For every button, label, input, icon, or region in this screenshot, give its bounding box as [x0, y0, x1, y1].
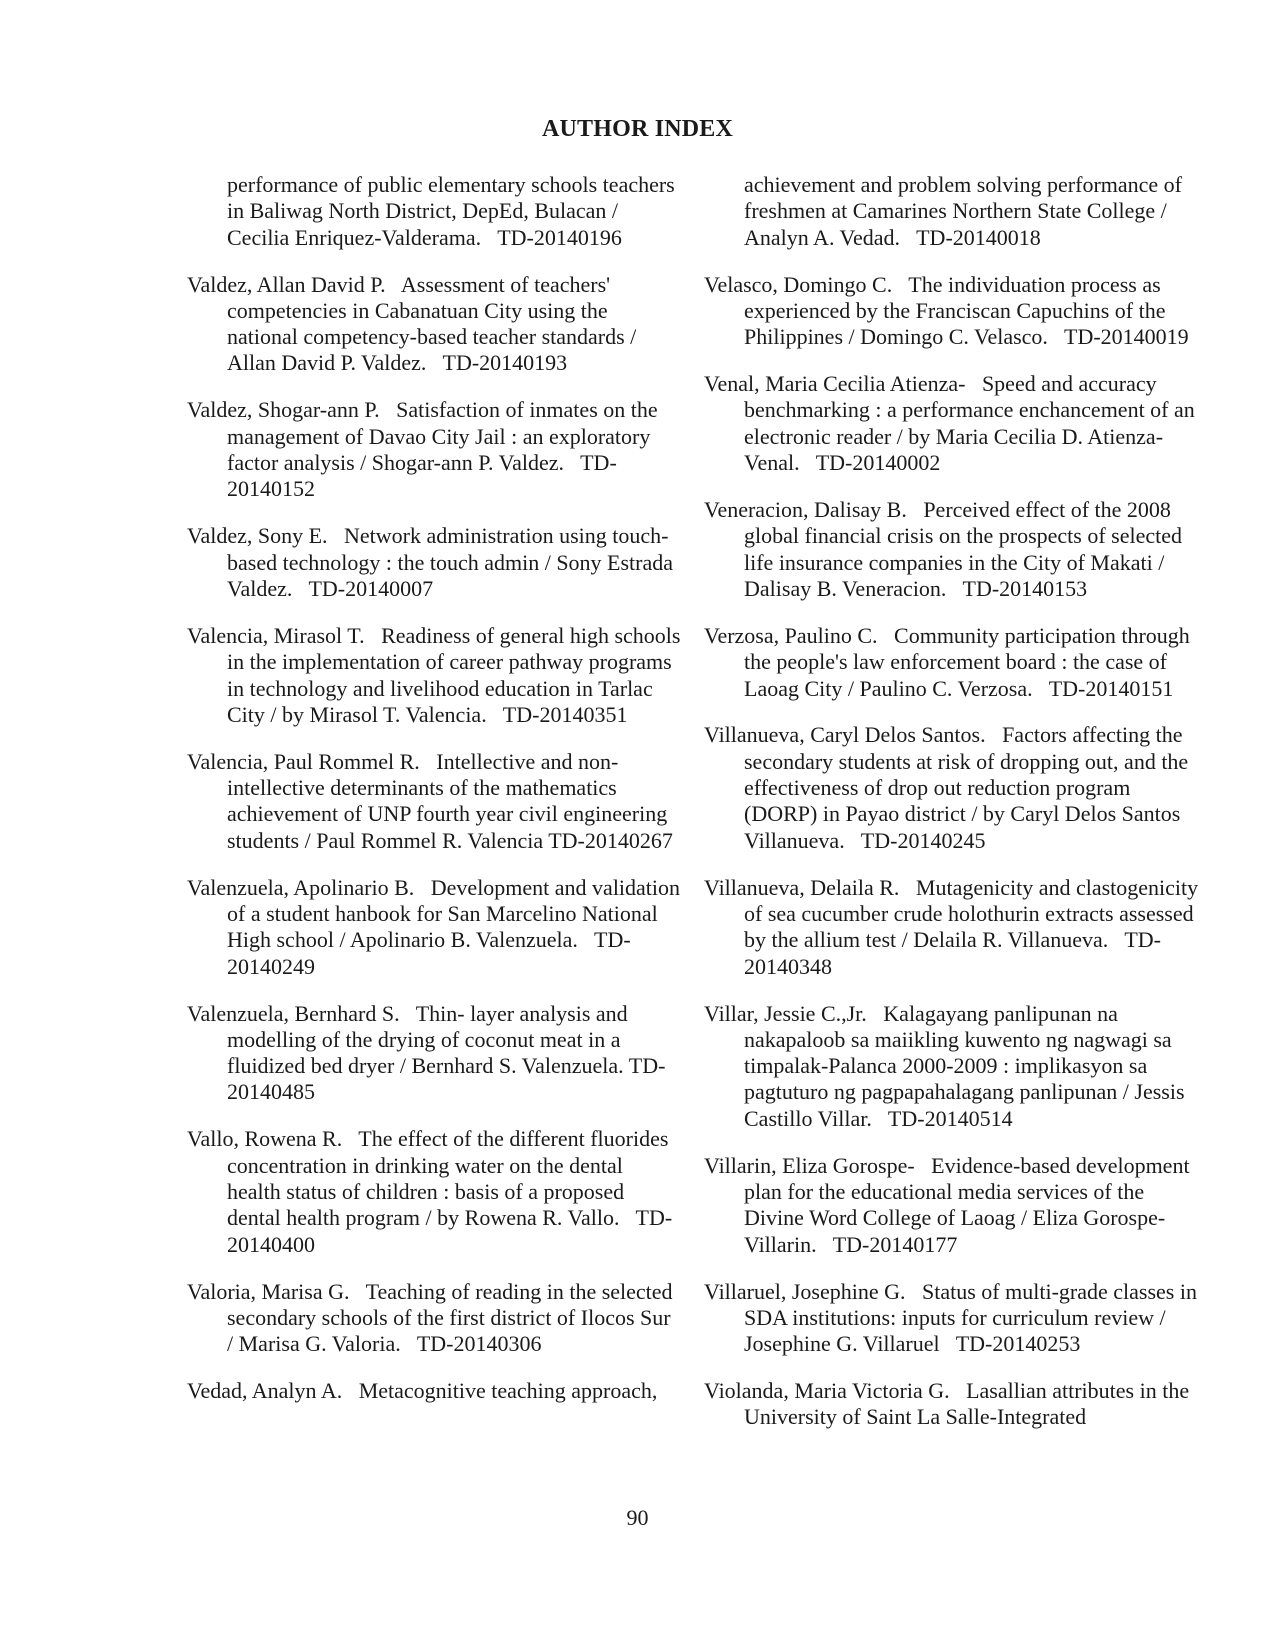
index-entry: Villanueva, Caryl Delos Santos. Factors affecting the secondary students at risk of dropping out, and the effectiveness of drop out reduction program (DORP) in Payao district / by Caryl Delos Santos Villanueva. TD-20140245: [704, 722, 1194, 853]
index-entry: Violanda, Maria Victoria G. Lasallian attributes in the University of Saint La Salle-Integrated: [704, 1378, 1195, 1430]
right-column: [704, 172, 1204, 1431]
index-entry: Verzosa, Paulino C. Community participation through the people's law enforcement board : the case of Laoag City / Paulino C. Verzosa. TD-20140151: [704, 622, 1196, 701]
index-entry: Villaruel, Josephine G. Status of multi-grade classes in SDA institutions: inputs for curriculum review / Josephine G. Villaruel TD-20140253: [704, 1278, 1203, 1357]
index-entry-continued: performance of public elementary schools teachers in Baliwag North District, DepEd, Bulacan / Cecilia Enriquez-Valderama. TD-20140196: [227, 172, 681, 250]
index-entry: Valenzuela, Apolinario B. Development and validation of a student hanbook for San Marcelino National High school / Apolinario B. Valenzuela. TD-20140249: [187, 874, 686, 979]
page-title: AUTHOR INDEX: [541, 116, 734, 142]
index-entry-continued: achievement and problem solving performance of freshmen at Camarines Northern State College / Analyn A. Vedad. TD-20140018: [744, 172, 1188, 250]
index-entry: Valoria, Marisa G. Teaching of reading in the selected secondary schools of the first district of Ilocos Sur / Marisa G. Valoria. TD-20140306: [187, 1278, 679, 1357]
page-number: 90: [626, 1505, 649, 1530]
index-entry: Valencia, Mirasol T. Readiness of general high schools in the implementation of career pathway programs in technology and livelihood education in Tarlac City / by Mirasol T. Valencia. TD-20140351: [187, 622, 686, 727]
index-entry: Vallo, Rowena R. The effect of the different fluorides concentration in drinking water on the dental health status of children : basis of a proposed dental health program / by Rowena R. Vallo. TD-20140400: [187, 1126, 674, 1257]
index-entry: Villar, Jessie C.,Jr. Kalagayang panlipunan na nakapaloob sa maiikling kuwento ng nagwagi sa timpalak-Palanca 2000-2009 : implikasyon sa pagtuturo ng pagpapahalagang panlipunan / Jessis Castillo Villar. TD-20140514: [704, 1000, 1191, 1131]
index-entry: Villanueva, Delaila R. Mutagenicity and clastogenicity of sea cucumber crude holothurin extracts assessed by the allium test / Delaila R. Villanueva. TD-20140348: [704, 874, 1204, 979]
index-entry: Velasco, Domingo C. The individuation process as experienced by the Franciscan Capuchins of the Philippines / Domingo C. Velasco. TD-20140019: [704, 271, 1189, 350]
index-entry: Valdez, Sony E. Network administration using touch-based technology : the touch admin / Sony Estrada Valdez. TD-20140007: [187, 523, 679, 601]
left-column: [187, 172, 686, 1404]
index-entry: Villarin, Eliza Gorospe- Evidence-based development plan for the educational media services of the Divine Word College of Laoag / Eliza Gorospe-Villarin. TD-20140177: [704, 1152, 1196, 1257]
index-entry: Veneracion, Dalisay B. Perceived effect of the 2008 global financial crisis on the prospects of selected life insurance companies in the City of Makati / Dalisay B. Veneracion. TD-20140153: [704, 497, 1188, 601]
index-entry: Venal, Maria Cecilia Atienza- Speed and accuracy benchmarking : a performance enchancement of an electronic reader / by Maria Cecilia D. Atienza-Venal. TD-20140002: [704, 371, 1201, 476]
index-entry: Valenzuela, Bernhard S. Thin- layer analysis and modelling of the drying of coconut meat in a fluidized bed dryer / Bernhard S. Valenzuela. TD-20140485: [187, 1000, 666, 1105]
index-entry: Vedad, Analyn A. Metacognitive teaching approach,: [187, 1378, 658, 1404]
index-entry: Valencia, Paul Rommel R. Intellective and non-intellective determinants of the mathematics achievement of UNP fourth year civil engineering students / Paul Rommel R. Valencia TD-20140267: [187, 748, 673, 853]
index-entry: Valdez, Allan David P. Assessment of teachers' competencies in Cabanatuan City using the national competency-based teacher standards / Allan David P. Valdez. TD-20140193: [187, 271, 641, 376]
index-entry: Valdez, Shogar-ann P. Satisfaction of inmates on the management of Davao City Jail : an exploratory factor analysis / Shogar-ann P. Valdez. TD-20140152: [187, 397, 664, 502]
